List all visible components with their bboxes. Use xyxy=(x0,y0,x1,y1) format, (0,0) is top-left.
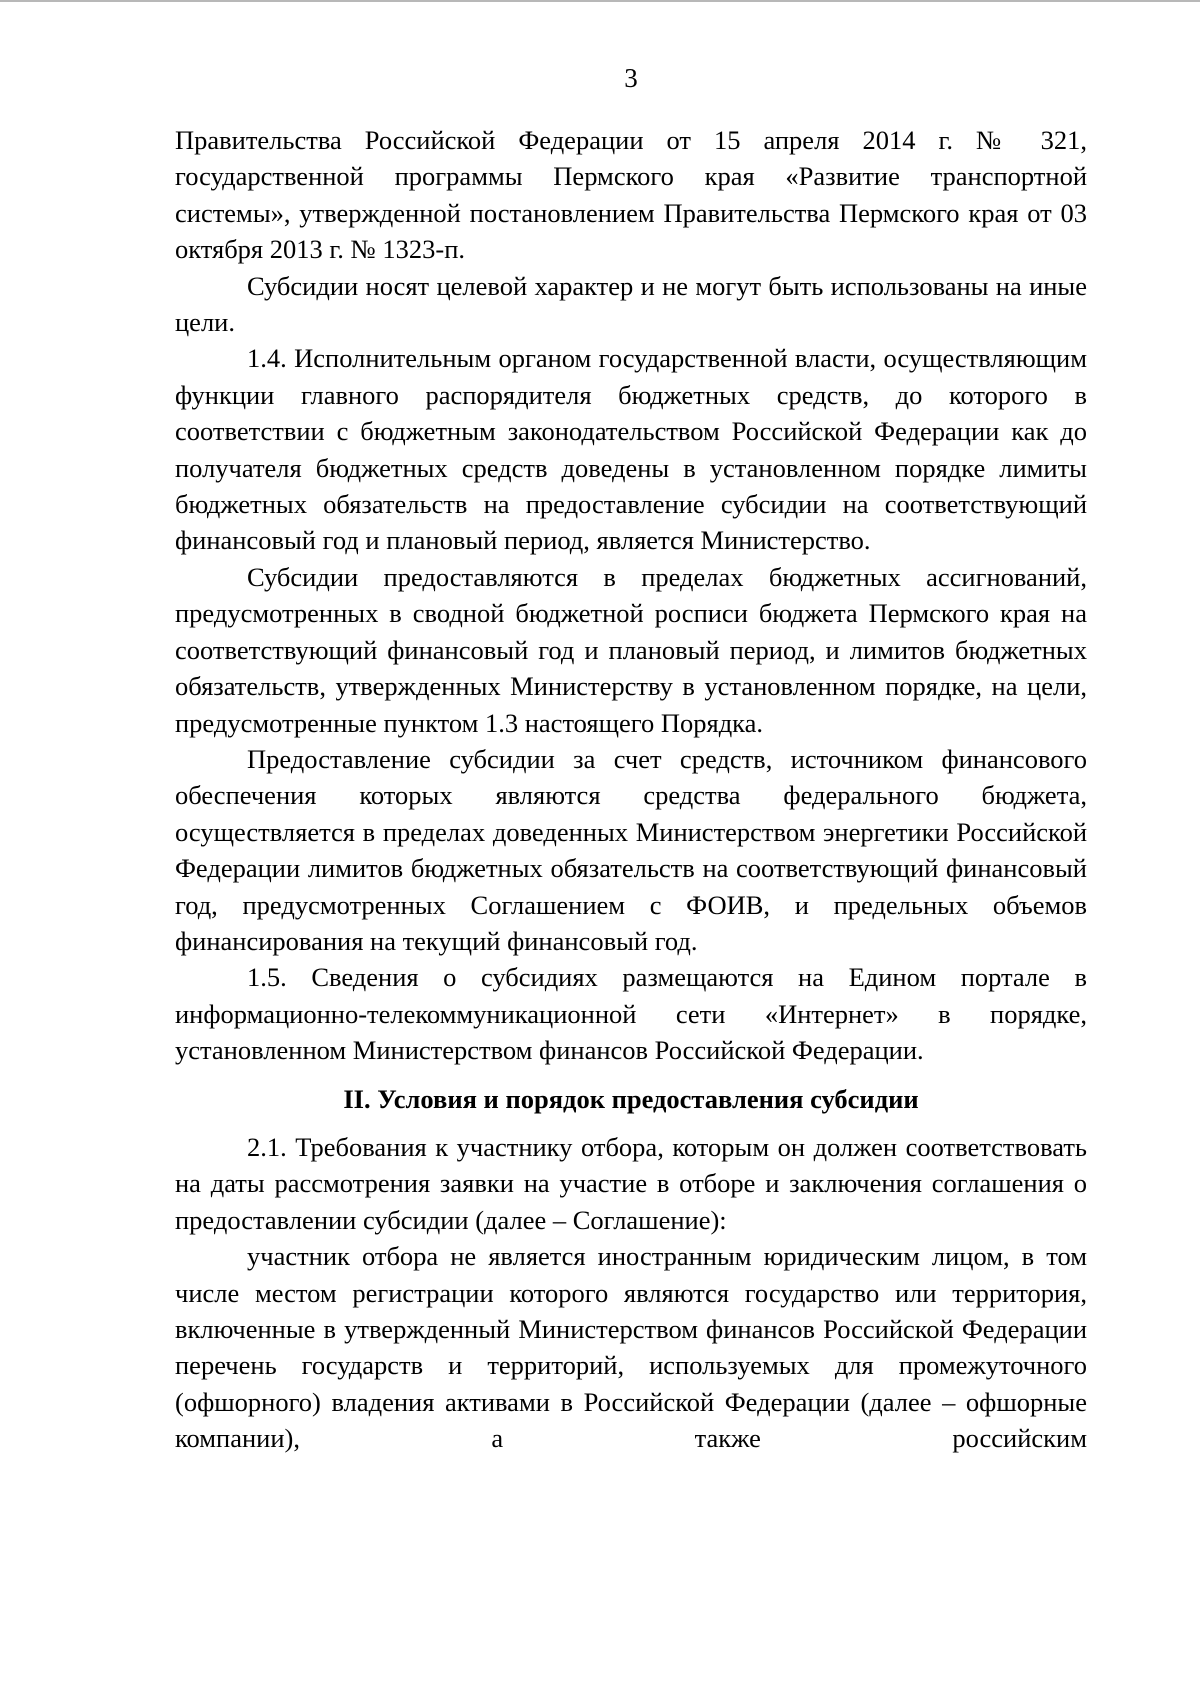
page-top-edge xyxy=(0,0,1200,2)
paragraph-continuation: Правительства Российской Федерации от 15 апреля 2014 г. № 321, государственной программы Пермского края «Развитие транспортной системы», утвержденной постановлением Правительства Пермского края от 03 октября 2013 г. № 1323-п. xyxy=(175,125,1087,265)
paragraph-federal-funding: Предоставление субсидии за счет средств, источником финансового обеспечения которых являются средства федерального бюджета, осуществляется в пределах доведенных Министерством энергетики Российской Федерации лимитов бюджетных обязательств на соответствующий финансовый год, предусмотренных Соглашением с ФОИВ, и предельных объемов финансирования на текущий финансовый год. xyxy=(175,743,1087,956)
paragraph-subsidies-purpose: Субсидии носят целевой характер и не могут быть использованы на иные цели. xyxy=(175,270,1087,338)
document-body xyxy=(175,122,1087,1457)
paragraph-budget-limits: Субсидии предоставляются в пределах бюджетных ассигнований, предусмотренных в сводной бюджетной росписи бюджета Пермского края на соответствующий финансовый год и плановый период, и лимитов бюджетных обязательств, утвержденных Министерству в установленном порядке, на цели, предусмотренные пунктом 1.3 настоящего Порядка. xyxy=(175,561,1087,738)
page-number: 3 xyxy=(624,63,638,93)
paragraph-1-5: 1.5. Сведения о субсидиях размещаются на Едином портале в информационно-телекоммуникационной сети «Интернет» в порядке, установленном Министерством финансов Российской Федерации. xyxy=(175,962,1087,1066)
section-heading: II. Условия и порядок предоставления субсидии xyxy=(343,1083,919,1114)
paragraph-1-4: 1.4. Исполнительным органом государственной власти, осуществляющим функции главного распорядителя бюджетных средств, до которого в соответствии с бюджетным законодательством Российской Федерации как до получателя бюджетных средств доведены в установленном порядке лимиты бюджетных обязательств на предоставление субсидии на соответствующий финансовый год и плановый период, является Министерство. xyxy=(175,343,1087,556)
paragraph-offshore: участник отбора не является иностранным юридическим лицом, в том числе местом регистрации которого являются государство или территория, включенные в утвержденный Министерством финансов Российской Федерации перечень государств и территорий, используемых для промежуточного (офшорного) владения активами в Российской Федерации (далее – офшорные компании), а также российским xyxy=(175,1241,1087,1454)
paragraph-2-1: 2.1. Требования к участнику отбора, которым он должен соответствовать на даты рассмотрения заявки на участие в отборе и заключения соглашения о предоставлении субсидии (далее – Соглашение): xyxy=(175,1131,1087,1235)
